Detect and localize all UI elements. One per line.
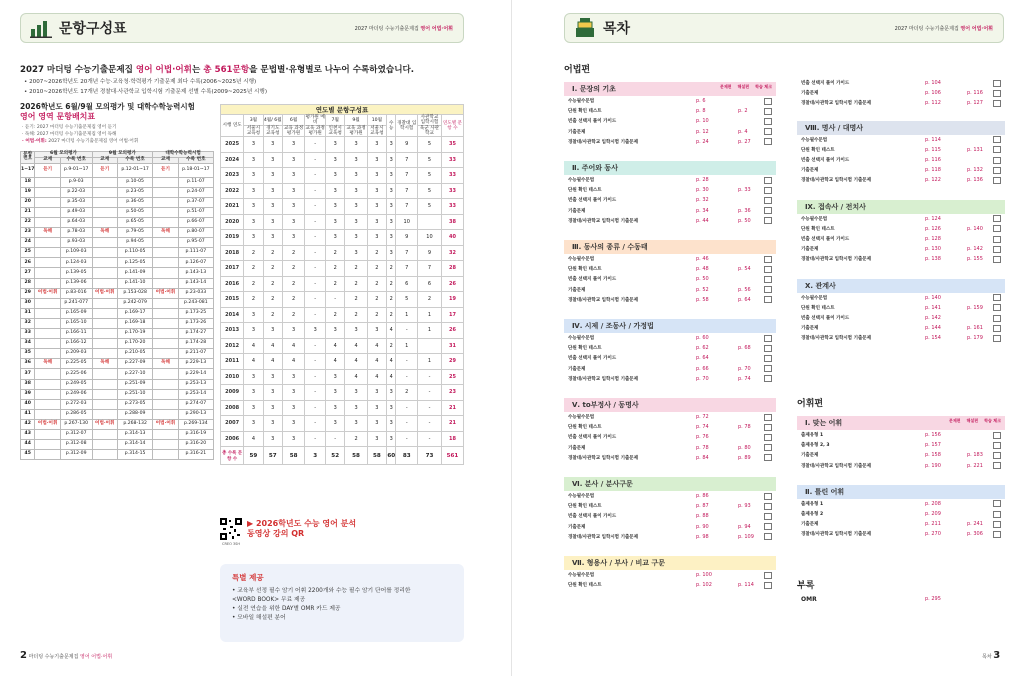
toc-item[interactable]: 단원 확인 테스트 p. 48 p. 54 <box>564 264 776 274</box>
table-row: 43 p.312-07 p.314-13 p.316-19 <box>21 429 214 439</box>
chapter-title[interactable]: Ⅳ. 시제 / 조동사 / 가정법 <box>564 319 776 333</box>
study-checkbox[interactable] <box>993 167 1001 174</box>
special-title: 특별 제공 <box>232 573 264 582</box>
toc-chapter <box>797 416 1005 471</box>
toc-item[interactable]: 빈출 선택지 풀이 가이드 p. 32 <box>564 195 776 205</box>
table-row: 24 p.93-03 p.94-05 p.95-07 <box>21 238 214 248</box>
book-icon <box>571 15 599 41</box>
chapter-title[interactable]: Ⅱ. 틀린 어휘 <box>797 485 1005 499</box>
table-row: 2009 3 3 3 - 3 3 3 3 2 - 23 <box>221 385 464 401</box>
table-row: 2025 3 3 3 - 3 3 3 3 9 5 35 <box>221 137 464 153</box>
study-checkbox[interactable] <box>764 365 772 372</box>
toc-item[interactable]: 빈출 선택지 풀이 가이드 p. 104 <box>797 78 1005 88</box>
toc-item[interactable]: 단원 확인 테스트 p. 87 p. 93 <box>564 501 776 511</box>
study-checkbox[interactable] <box>993 177 1001 184</box>
toc-item[interactable]: 출제유형 1 p. 156 <box>797 430 1005 440</box>
page-title: 목차 <box>603 21 631 37</box>
table-row: 2024 3 3 3 - 3 3 3 3 7 5 33 <box>221 152 464 168</box>
toc-item[interactable]: 경찰대/사관학교 입학시험 기출문제 p. 98 p. 109 <box>564 532 776 542</box>
study-checkbox[interactable] <box>993 146 1001 153</box>
toc-item[interactable]: 출제유형 1 p. 208 <box>797 499 1005 509</box>
legend-item: · 어법·어휘: 2027 마더텅 수능기출문제집 영어 어법·어휘 <box>22 139 139 144</box>
toc-item[interactable]: 기출문제 p. 211 p. 241 <box>797 519 1005 529</box>
toc-item[interactable]: 수능필수문법 p. 124 <box>797 214 1005 224</box>
section-title: 2026학년도 6월/9월 모의평가 및 대학수학능력시험 <box>20 102 195 111</box>
chapter-title[interactable]: Ⅷ. 명사 / 대명사 <box>797 121 1005 135</box>
study-checkbox[interactable] <box>764 256 772 263</box>
toc-item[interactable]: 수능필수문법 p. 100 <box>564 570 776 580</box>
qr-code[interactable] <box>220 518 242 540</box>
study-checkbox[interactable] <box>993 136 1001 143</box>
study-checkbox[interactable] <box>764 503 772 510</box>
legend-item: · 독해: 2027 마더텅 수능기출문제집 영어 독해 <box>22 132 117 137</box>
toc-item[interactable]: 빈출 선택지 풀이 가이드 p. 76 <box>564 432 776 442</box>
study-checkbox[interactable] <box>764 138 772 145</box>
study-checkbox[interactable] <box>764 454 772 461</box>
study-checkbox[interactable] <box>993 294 1001 301</box>
chapter-title[interactable]: Ⅸ. 접속사 / 전치사 <box>797 200 1005 214</box>
intro-bullet: • 2007~2026학년도 20개년 수능·교육청·학력평가 기출문제 최다 수록(2006~2025년 시행) <box>24 79 257 85</box>
table-row: 28 p.139-06 p.141-10 p.143-14 <box>21 278 214 288</box>
toc-item[interactable]: 빈출 선택지 풀이 가이드 p. 128 <box>797 234 1005 244</box>
toc-chapter <box>564 82 776 147</box>
left-footer: 2 마더텅 수능기출문제집 영어 어법·어휘 <box>20 650 113 661</box>
study-checkbox[interactable] <box>764 128 772 135</box>
toc-item[interactable]: 경찰대/사관학교 입학시험 기출문제 p. 112 p. 127 <box>797 98 1005 108</box>
chapter-title[interactable]: Ⅹ. 관계사 <box>797 279 1005 293</box>
table-row: 25 p.109-03 p.110-05 p.111-07 <box>21 248 214 258</box>
toc-item[interactable]: 단원 확인 테스트 p. 141 p. 159 <box>797 303 1005 313</box>
chapter-title[interactable]: Ⅶ. 형용사 / 부사 / 비교 구문 <box>564 556 776 570</box>
toc-item[interactable]: 단원 확인 테스트 p. 74 p. 78 <box>564 422 776 432</box>
toc-chapter <box>564 240 776 305</box>
chapter-title[interactable]: Ⅱ. 주어와 동사 <box>564 161 776 175</box>
table-row: 29 어법·어휘 p.83-016 어법·어휘 p.153-028 어법·어휘 p.23-033 <box>21 288 214 298</box>
toc-item[interactable]: 경찰대/사관학교 입학시험 기출문제 p. 190 p. 221 <box>797 461 1005 471</box>
header-subtitle: 2027 마더텅 수능기출문제집 영어 어법·어휘 <box>894 25 993 32</box>
toc-item[interactable]: 빈출 선택지 풀이 가이드 p. 10 <box>564 116 776 126</box>
special-item: • 모바일 해설편 분어 <box>232 614 286 621</box>
table-row: 2006 4 3 3 - - 2 3 3 - - 18 <box>221 431 464 447</box>
toc-item[interactable]: 빈출 선택지 풀이 가이드 p. 142 <box>797 313 1005 323</box>
toc-item[interactable]: 기출문제 p. 52 p. 56 <box>564 285 776 295</box>
toc-item[interactable]: 기출문제 p. 130 p. 142 <box>797 244 1005 254</box>
yearly-composition-table: 연도별 문항구성표 시행 연도 3월 4월/ 6월 6월 평가원 예비 7월 9월 10월 수능 경찰대 입학시험 사관학교 입학시험 연도별 문항 수 서울시 교육청 경기도 교육청 교육 과정 평가원 교육 과정 평가원 인천시 교육청 교육 과정 평가원 서울시 교육청 육군 사관 학교 2025 3 3 3 - 3 3 3 3 9 5 35 2024 3 3 3 - 3 3 3 3 7 5 33 2023 3 3 3 - 3 3 3 3 7 5 33 2022 3 3 3 - 3 3 3 3 7 5 33 2021 3 3 3 - 3 3 3 3 7 5 33 2020 3 3 3 - 3 3 3 3 10 38 2019 3 3 3 - 3 3 3 3 9 10 40 2018 2 2 2 - 2 3 2 3 7 9 32 2017 2 2 2 - 2 2 2 2 7 7 28 2016 2 2 2 - 2 2 2 2 6 6 26 2015 2 2 2 - - 2 2 2 5 2 19 2014 3 2 2 - 2 2 2 2 1 1 17 2013 3 3 3 3 3 3 3 4 - 1 26 2012 4 4 4 - 4 4 4 2 1 31 2011 4 4 4 - 4 4 4 4 - 1 29 2010 3 3 3 - 3 4 4 4 - - 25 2009 3 3 3 - 3 3 3 3 2 - 23 2008 3 3 3 - 3 3 3 3 - - 21 2007 3 3 3 - 3 3 3 3 - - 21 2006 4 3 3 - - 2 3 3 - - 18 총 수록 문항 수 59 57 58 3 52 58 58 60 83 73 561 <box>220 104 464 465</box>
study-checkbox[interactable] <box>993 511 1001 518</box>
right-footer: 목차 3 <box>982 650 1001 661</box>
toc-item[interactable]: 수능필수문법 p. 6 <box>564 96 776 106</box>
toc-item[interactable]: 단원 확인 테스트 p. 62 p. 68 <box>564 343 776 353</box>
study-checkbox[interactable] <box>764 187 772 194</box>
study-checkbox[interactable] <box>993 100 1001 107</box>
table-row: 21 p.49-03 p.50-05 p.51-07 <box>21 207 214 217</box>
study-checkbox[interactable] <box>764 572 772 579</box>
study-checkbox[interactable] <box>764 345 772 352</box>
right-header-bar <box>564 13 1004 43</box>
table-row: 27 p.139-05 p.141-09 p.143-13 <box>21 268 214 278</box>
study-checkbox[interactable] <box>993 521 1001 528</box>
table-row: 37 p.225-06 p.227-10 p.229-14 <box>21 369 214 379</box>
special-item: <WORD BOOK> 무료 제공 <box>232 596 306 603</box>
bar-chart-icon <box>27 15 55 41</box>
table-row: 2020 3 3 3 - 3 3 3 3 10 38 <box>221 214 464 230</box>
toc-item[interactable]: 단원 확인 테스트 p. 8 p. 2 <box>564 106 776 116</box>
left-header-bar <box>20 13 464 43</box>
intro-bullet: • 2010~2026학년도 17개년 경찰대·사관학교 입학시험 기출문제 선별 수록(2009~2025년 시행) <box>24 89 267 95</box>
table-row: 2010 3 3 3 - 3 4 4 4 - - 25 <box>221 369 464 385</box>
study-checkbox[interactable] <box>993 452 1001 459</box>
study-checkbox[interactable] <box>993 335 1001 342</box>
toc-chapter <box>564 319 776 384</box>
toc-item[interactable]: 경찰대/사관학교 입학시험 기출문제 p. 138 p. 155 <box>797 254 1005 264</box>
table-row: 2011 4 4 4 - 4 4 4 4 - 1 29 <box>221 354 464 370</box>
table-row: 2019 3 3 3 - 3 3 3 3 9 10 40 <box>221 230 464 246</box>
header-subtitle: 2027 마더텅 수능기출문제집 영어 어법·어휘 <box>354 25 453 32</box>
toc-item[interactable]: 경찰대/사관학교 입학시험 기출문제 p. 44 p. 50 <box>564 216 776 226</box>
study-checkbox[interactable] <box>993 157 1001 164</box>
toc-item[interactable]: 수능필수문법 p. 28 <box>564 175 776 185</box>
toc-item[interactable]: 수능필수문법 p. 46 <box>564 254 776 264</box>
toc-chapter <box>797 121 1005 186</box>
play-icon: ▶ <box>247 519 256 528</box>
toc-item[interactable]: 단원 확인 테스트 p. 102 p. 114 <box>564 580 776 590</box>
vocab-section-title: 어휘편 <box>797 399 824 409</box>
table-row: 2023 3 3 3 - 3 3 3 3 7 5 33 <box>221 168 464 184</box>
study-checkbox[interactable] <box>764 286 772 293</box>
study-checkbox[interactable] <box>993 442 1001 449</box>
table-row: 2021 3 3 3 - 3 3 3 3 7 5 33 <box>221 199 464 215</box>
study-checkbox[interactable] <box>764 276 772 283</box>
table-row: 34 p.166-12 p.170-20 p.174-28 <box>21 339 214 349</box>
special-offer-box <box>220 564 464 642</box>
study-checkbox[interactable] <box>764 177 772 184</box>
toc-item[interactable]: 경찰대/사관학교 입학시험 기출문제 p. 24 p. 27 <box>564 137 776 147</box>
table-row: 2017 2 2 2 - 2 2 2 2 7 7 28 <box>221 261 464 277</box>
toc-item[interactable]: 기출문제 p. 12 p. 4 <box>564 127 776 137</box>
legend-item: · 듣기: 2027 마더텅 수능기출문제집 영어 듣기 <box>22 125 117 130</box>
table-row: 2015 2 2 2 - - 2 2 2 5 2 19 <box>221 292 464 308</box>
toc-chapter <box>564 398 776 463</box>
special-item: • 실전 연습을 위한 DAY별 OMR 카드 제공 <box>232 605 341 612</box>
toc-item[interactable]: 출제유형 2, 3 p. 157 <box>797 440 1005 450</box>
study-checkbox[interactable] <box>993 462 1001 469</box>
study-checkbox[interactable] <box>764 118 772 125</box>
table-row: 22 p.64-03 p.65-05 p.66-07 <box>21 218 214 228</box>
study-checkbox[interactable] <box>764 424 772 431</box>
toc-item[interactable]: 빈출 선택지 풀이 가이드 p. 50 <box>564 274 776 284</box>
toc-item[interactable]: 수능필수문법 p. 86 <box>564 491 776 501</box>
grammar-section-title: 어법편 <box>564 65 591 75</box>
toc-item[interactable]: 빈출 선택지 풀이 가이드 p. 64 <box>564 353 776 363</box>
study-checkbox[interactable] <box>764 108 772 115</box>
table-row: 19 p.22-03 p.23-05 p.24-07 <box>21 187 214 197</box>
table-row: 2016 2 2 2 - 2 2 2 2 6 6 26 <box>221 276 464 292</box>
toc-item[interactable]: 수능필수문법 p. 60 <box>564 333 776 343</box>
study-checkbox[interactable] <box>764 217 772 224</box>
table-row: 2022 3 3 3 - 3 3 3 3 7 5 33 <box>221 183 464 199</box>
study-checkbox[interactable] <box>764 533 772 540</box>
table-row: 33 p.166-11 p.170-19 p.174-27 <box>21 329 214 339</box>
study-checkbox[interactable] <box>764 513 772 520</box>
table-caption: 연도별 문항구성표 <box>221 105 464 115</box>
toc-item[interactable]: 경찰대/사관학교 입학시험 기출문제 p. 270 p. 306 <box>797 529 1005 539</box>
study-checkbox[interactable] <box>764 582 772 589</box>
toc-item[interactable]: 빈출 선택지 풀이 가이드 p. 88 <box>564 511 776 521</box>
table-row: 45 p.312-09 p.314-15 p.316-21 <box>21 450 214 460</box>
toc-item[interactable]: 경찰대/사관학교 입학시험 기출문제 p. 122 p. 136 <box>797 175 1005 185</box>
chapter-title[interactable]: Ⅰ. 맞는 어휘 문제편 해설편 학습 체크 <box>797 416 1005 430</box>
page-title: 문항구성표 <box>59 21 127 37</box>
study-checkbox[interactable] <box>764 414 772 421</box>
study-checkbox[interactable] <box>993 432 1001 439</box>
toc-item[interactable]: 기출문제 p. 158 p. 183 <box>797 450 1005 460</box>
table-row: 2013 3 3 3 3 3 3 3 4 - 1 26 <box>221 323 464 339</box>
table-row: 26 p.124-03 p.125-05 p.126-07 <box>21 258 214 268</box>
study-checkbox[interactable] <box>764 444 772 451</box>
toc-item[interactable]: 경찰대/사관학교 입학시험 기출문제 p. 58 p. 64 <box>564 295 776 305</box>
table-row: 23 독해 p.78-03 독해 p.79-05 독해 p.80-07 <box>21 228 214 238</box>
study-checkbox[interactable] <box>764 434 772 441</box>
toc-item[interactable]: 출제유형 2 p. 209 <box>797 509 1005 519</box>
study-checkbox[interactable] <box>764 266 772 273</box>
study-checkbox[interactable] <box>993 315 1001 322</box>
study-checkbox[interactable] <box>993 215 1001 222</box>
study-checkbox[interactable] <box>993 531 1001 538</box>
study-checkbox[interactable] <box>764 207 772 214</box>
study-checkbox[interactable] <box>764 98 772 105</box>
chapter-title[interactable]: Ⅰ. 문장의 기초 문제편 해설편 학습 체크 <box>564 82 776 96</box>
study-checkbox[interactable] <box>993 500 1001 507</box>
toc-chapter <box>797 279 1005 344</box>
table-row: 38 p.249-05 p.251-09 p.253-13 <box>21 379 214 389</box>
total-row: 총 수록 문항 수 59 57 58 3 52 58 58 60 83 73 561 <box>221 447 464 465</box>
right-page <box>512 0 1024 676</box>
toc-item[interactable]: 기출문제 p. 66 p. 70 <box>564 364 776 374</box>
study-checkbox[interactable] <box>993 90 1001 97</box>
table-row: 44 p.312-08 p.314-14 p.316-20 <box>21 440 214 450</box>
chapter-title[interactable]: Ⅵ. 분사 / 분사구문 <box>564 477 776 491</box>
chapter-title[interactable]: Ⅴ. to부정사 / 동명사 <box>564 398 776 412</box>
toc-item-omr[interactable]: OMR p. 295 <box>801 595 941 603</box>
toc-chapter <box>564 161 776 226</box>
chapter-title[interactable]: Ⅲ. 동사의 종류 / 수동태 <box>564 240 776 254</box>
study-checkbox[interactable] <box>993 256 1001 263</box>
toc-chapter <box>564 477 776 542</box>
toc-chapter <box>797 200 1005 265</box>
table-row: 2007 3 3 3 - 3 3 3 3 - - 21 <box>221 416 464 432</box>
study-checkbox[interactable] <box>764 296 772 303</box>
toc-item[interactable]: 수능필수문법 p. 114 <box>797 135 1005 145</box>
toc-item[interactable]: 수능필수문법 p. 140 <box>797 293 1005 303</box>
toc-item[interactable]: 기출문제 p. 106 p. 116 <box>797 88 1005 98</box>
toc-item[interactable]: 경찰대/사관학교 입학시험 기출문제 p. 70 p. 74 <box>564 374 776 384</box>
section-subtitle: 영어 영역 문항배치표 <box>20 112 96 121</box>
table-row: 2008 3 3 3 - 3 3 3 3 - - 21 <box>221 400 464 416</box>
toc-item[interactable]: 단원 확인 테스트 p. 30 p. 33 <box>564 185 776 195</box>
toc-chapter <box>797 485 1005 540</box>
table-row: 2014 3 2 2 - 2 2 2 2 1 1 17 <box>221 307 464 323</box>
toc-item[interactable]: 기출문제 p. 78 p. 80 <box>564 443 776 453</box>
qr-caption: CREO 3SH <box>222 542 241 546</box>
study-checkbox[interactable] <box>764 493 772 500</box>
study-checkbox[interactable] <box>993 246 1001 253</box>
toc-item[interactable]: 수능필수문법 p. 72 <box>564 412 776 422</box>
study-checkbox[interactable] <box>993 236 1001 243</box>
toc-item[interactable]: 기출문제 p. 90 p. 94 <box>564 522 776 532</box>
study-checkbox[interactable] <box>764 197 772 204</box>
table-row: 40 p.272-03 p.273-05 p.274-07 <box>21 399 214 409</box>
appendix-section-title: 부록 <box>797 581 815 591</box>
toc-item[interactable]: 빈출 선택지 풀이 가이드 p. 116 <box>797 155 1005 165</box>
table-row: 35 p.209-03 p.210-05 p.211-07 <box>21 349 214 359</box>
study-checkbox[interactable] <box>993 80 1001 87</box>
study-checkbox[interactable] <box>764 523 772 530</box>
table-row: 39 p.249-06 p.251-10 p.253-14 <box>21 389 214 399</box>
table-row: 2018 2 2 2 - 2 3 2 3 7 9 32 <box>221 245 464 261</box>
toc-item[interactable]: 기출문제 p. 118 p. 132 <box>797 165 1005 175</box>
table-row: 18 p.9-03 p.10-05 p.11-07 <box>21 177 214 187</box>
table-row: 1~17 듣기 p.9-01~17 듣기 p.12-01~17 듣기 p.18-01~17 <box>21 163 214 177</box>
table-row: 36 독해 p.225-05 독해 p.227-09 독해 p.229-13 <box>21 359 214 369</box>
toc-chapter <box>797 78 1005 109</box>
study-checkbox[interactable] <box>993 325 1001 332</box>
toc-item[interactable]: 단원 확인 테스트 p. 115 p. 131 <box>797 145 1005 155</box>
table-row: 30 p.241-077 p.242-079 p.243-081 <box>21 298 214 308</box>
toc-item[interactable]: 기출문제 p. 34 p. 36 <box>564 206 776 216</box>
table-row: 2012 4 4 4 - 4 4 4 2 1 31 <box>221 338 464 354</box>
toc-item[interactable]: 경찰대/사관학교 입학시험 기출문제 p. 84 p. 89 <box>564 453 776 463</box>
study-checkbox[interactable] <box>764 355 772 362</box>
question-placement-table: 문항 번호 6월 모의평가 9월 모의평가 대학수학능력시험 교재 수록 번호 교재 수록 번호 교재 수록 번호 1~17 듣기 p.9-01~17 듣기 p.12-01~17 듣기 p.18-01~17 18 p.9-03 p.10-05 p.11-07 19 p.22-03 p.23-05 p.24-07 20 p.35-03 p.36-05 p.37-07 21 p.49-03 p.50-05 p.51-07 22 p.64-03 p.65-05 p.66-07 23 독해 p.78-03 독해 p.79-05 독해 p.80-07 24 p.93-03 p.94-05 p.95-07 25 p.109-03 p.110-05 p.111-07 26 p.124-03 p.125-05 p.126-07 27 p.139-05 p.141-09 p.143-13 28 p.139-06 p.141-10 p.143-14 29 어법·어휘 p.83-016 어법·어휘 p.153-028 어법·어휘 p.23-033 30 p.241-077 p.242-079 p.243-081 31 p.165-09 p.169-17 p.173-25 32 p.165-10 p.169-18 p.173-26 33 p.166-11 p.170-19 p.174-27 34 p.166-12 p.170-20 p.174-28 35 p.209-03 p.210-05 p.211-07 36 독해 p.225-05 독해 p.227-09 독해 p.229-13 37 p.225-06 p.227-10 p.229-14 38 p.249-05 p.251-09 p.253-13 39 p.249-06 p.251-10 p.253-14 40 p.272-03 p.273-05 p.274-07 41 p.286-05 p.288-09 p.290-13 42 어법·어휘 p.267-130 어법·어휘 p.268-132 어법·어휘 p.269-134 43 p.312-07 p.314-13 p.316-19 44 p.312-08 p.314-14 p.316-20 45 p.312-09 p.314-15 p.316-21 <box>20 151 214 460</box>
qr-title: ▶ 2026학년도 수능 영어 분석 동영상 강의 QR <box>247 519 357 539</box>
toc-item[interactable]: 단원 확인 테스트 p. 126 p. 140 <box>797 224 1005 234</box>
toc-item[interactable]: 경찰대/사관학교 입학시험 기출문제 p. 154 p. 179 <box>797 333 1005 343</box>
toc-item[interactable]: 기출문제 p. 144 p. 161 <box>797 323 1005 333</box>
study-checkbox[interactable] <box>764 375 772 382</box>
special-item: • 교육부 선정 필수 암기 어휘 2200개와 수능 필수 암기 단어를 정리한 <box>232 588 411 594</box>
page-number: 2 <box>20 650 27 661</box>
study-checkbox[interactable] <box>993 304 1001 311</box>
table-row: 42 어법·어휘 p.267-130 어법·어휘 p.268-132 어법·어휘 p.269-134 <box>21 419 214 429</box>
intro-line: 2027 마더텅 수능기출문제집 영어 어법·어휘는 총 561문항을 문법별·유형별로 나누어 수록하였습니다. <box>20 65 415 75</box>
table-row: 31 p.165-09 p.169-17 p.173-25 <box>21 308 214 318</box>
page-number: 3 <box>993 650 1001 661</box>
study-checkbox[interactable] <box>764 335 772 342</box>
table-row: 20 p.35-03 p.36-05 p.37-07 <box>21 197 214 207</box>
study-checkbox[interactable] <box>993 225 1001 232</box>
table-row: 41 p.286-05 p.288-09 p.290-13 <box>21 409 214 419</box>
toc-chapter <box>564 556 776 590</box>
table-row: 32 p.165-10 p.169-18 p.173-26 <box>21 318 214 328</box>
